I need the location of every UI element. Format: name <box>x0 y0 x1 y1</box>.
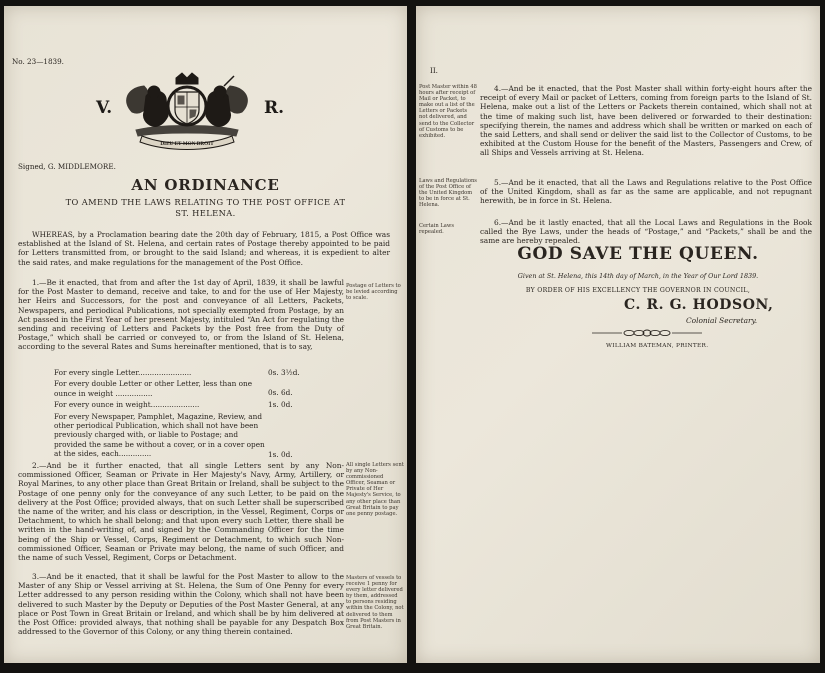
royal-coat-of-arms-icon <box>112 72 262 150</box>
section-1-paragraph: 1.—Be it enacted, that from and after the 1st day of April, 1839, it shall be lawful for the Post Master to demand, receive and take, to and for the use of Her Majesty, her Heirs and Successors, for the post and conveyance of all Letters, Packets, Newspapers, and periodical Publications, not specially exempted from Postage, by an Act passed in the First Year of her present Majesty, intituled “An Act for regulating the sending and receiving of Letters and Packets by the Post free from the Duty of Postage,” which shall be carried or conveyed to, or from the Island of St. Helena, according to the several Rates and Sums hereinafter mentioned, that is to say, <box>18 278 344 352</box>
section-6-margin-note: Certain Laws repealed. <box>419 223 454 236</box>
document-number: No. 23—1839. <box>12 57 64 66</box>
ornamental-divider-icon <box>592 329 702 337</box>
rate-row <box>54 412 316 459</box>
ordinance-subtitle-2: ST. HELENA. <box>175 208 236 218</box>
by-order-line: BY ORDER OF HIS EXCELLENCY THE GOVERNOR IN COUNCIL, <box>525 287 751 294</box>
rate-row <box>54 368 316 377</box>
crest-right-letter: R. <box>264 98 285 118</box>
rate-label: For every single Letter....................... <box>54 368 192 377</box>
rate-row <box>54 379 316 398</box>
right-page <box>416 6 820 663</box>
rate-label: For every Newspaper, Pamphlet, Magazine, Review, and other periodical Publication, which shall not have been previously charged with, or liable to Postage; and provided the same be without a cover, or in a cover open at the sides, each.............. <box>54 411 265 459</box>
printer-line: WILLIAM BATEMAN, PRINTER. <box>606 343 709 349</box>
rate-row <box>54 400 316 409</box>
signatory-name: C. R. G. HODSON, <box>624 297 774 313</box>
crest-motto: DIEU ET MON DROIT <box>160 141 214 147</box>
rate-label: For every double Letter or other Letter, less than one ounce in weight ................ <box>54 379 253 398</box>
section-3-margin-note: Masters of vessels to receive 1 penny for every letter delivered by them, addressed to persons residing within the Colony, not delivered to them from Post Masters in Great Britain. <box>346 575 404 630</box>
section-5-paragraph: 5.—And be it enacted, that all the Laws and Regulations relative to the Post Office of the United Kingdom, shall as far as the same are applicable, and not repugnant herewith, be in force in St. Helena. <box>480 178 812 206</box>
section-6-paragraph: 6.—And be it lastly enacted, that all the Local Laws and Regulations in the Book called the Bye Laws, under the heads of “Postage,” and “Packets,” shall be and the same are hereby repealed. <box>480 218 812 246</box>
signatory-title: Colonial Secretary. <box>686 316 758 325</box>
signed-line: Signed, G. MIDDLEMORE. <box>18 162 116 171</box>
preamble-paragraph: WHEREAS, by a Proclamation bearing date the 20th day of February, 1815, a Post Office was established at the Island of St. Helena, and certain rates of Postage thereby appointed to be paid for Letters transmitted from, or brought to the said Island; and whereas, it is expedient to alter the said rates, and make regulations for the management of the Post Office. <box>18 230 390 267</box>
crest-left-letter: V. <box>96 98 113 118</box>
page-marker: II. <box>430 66 438 75</box>
section-4-paragraph: 4.—And be it enacted, that the Post Master shall within forty-eight hours after the receipt of every Mail or packet of Letters, coming from foreign parts to the Island of St. Helena, make out a list of the Letters or Packets therein contained, which shall not at the time of making such list, have been delivered or forwarded to their destination: specifying therein, the names and address which shall be written or marked on each of the said Letters, and shall send or deliver the said list to the Collector of Customs, to be exhibited at the Custom House for the benefit of the Masters, Passengers and Crew, of all Ships and Vessels arriving at St. Helena. <box>480 84 812 158</box>
rate-amount: 0s. 6d. <box>268 388 293 398</box>
section-4-margin-note: Post Master within 48 hours after receipt of Mail or Packet, to make out a list of the Letters or Packets not delivered, and send to the Collector of Customs to be exhibited. <box>419 84 477 139</box>
section-3-paragraph: 3.—And be it enacted, that it shall be lawful for the Post Master to allow to the Master of any Ship or Vessel arriving at St. Helena, the Sum of One Penny for every Letter addressed to any person residing within the Colony, which shall not have been delivered to such Master by the Deputy or Deputies of the Post Master General, at any place or Post Town in Great Britain or Ireland, and which shall be by him delivered at the Post Office: provided always, that nothing shall be payable for any Despatch Box addressed to the Governor of this Colony, or any thing therein contained. <box>18 572 344 637</box>
ordinance-title: AN ORDINANCE <box>131 176 280 194</box>
given-at-line: Given at St. Helena, this 14th day of March, in the Year of Our Lord 1839. <box>517 272 759 280</box>
rate-amount: 1s. 0d. <box>268 449 293 459</box>
section-2-margin-note: All single Letters sent by any Non-commissioned Officer, Seaman or Private of Her Majesty's Service, to any other place than Great Britain to pay one penny postage. <box>346 462 404 517</box>
section-5-margin-note: Laws and Regulations of the Post Office of the United Kingdom to be in force at St. Helena. <box>419 178 477 209</box>
rate-amount: 0s. 3½d. <box>268 368 300 377</box>
ordinance-subtitle-1: TO AMEND THE LAWS RELATING TO THE POST OFFICE AT <box>65 197 346 207</box>
section-2-paragraph: 2.—And be it further enacted, that all single Letters sent by any Non-commissioned Officer, Seaman or Private in Her Majesty's Navy, Army, Artillery, or Royal Marines, to any other place than Great Britain or Ireland, shall be subject to the Postage of one penny only for the conveyance of any such Letter, to be paid on the delivery at the Post Office; provided always, that on such Letter shall be superscribed the name of the writer, and his class or description, in the Vessel, Regiment, Corps or Detachment, to which he shall belong; and that upon every such Letter, there shall be written in the hand-writing of, and signed by the Commanding Officer for the time being of the Ship or Vessel, Corps, Regiment or Detachment, to which such Non-commissioned Officer, Seaman or Private may belong, the name of such Officer, and the name of such Vessel, Regiment, Corps or Detachment. <box>18 461 344 563</box>
god-save-the-queen: GOD SAVE THE QUEEN. <box>517 244 759 264</box>
rate-label: For every ounce in weight..................... <box>54 400 200 410</box>
rate-amount: 1s. 0d. <box>268 400 293 410</box>
section-1-margin-note: Postage of Letters to be levied according to scale. <box>346 283 401 302</box>
postage-rates-table <box>54 368 316 459</box>
left-page <box>4 6 407 663</box>
